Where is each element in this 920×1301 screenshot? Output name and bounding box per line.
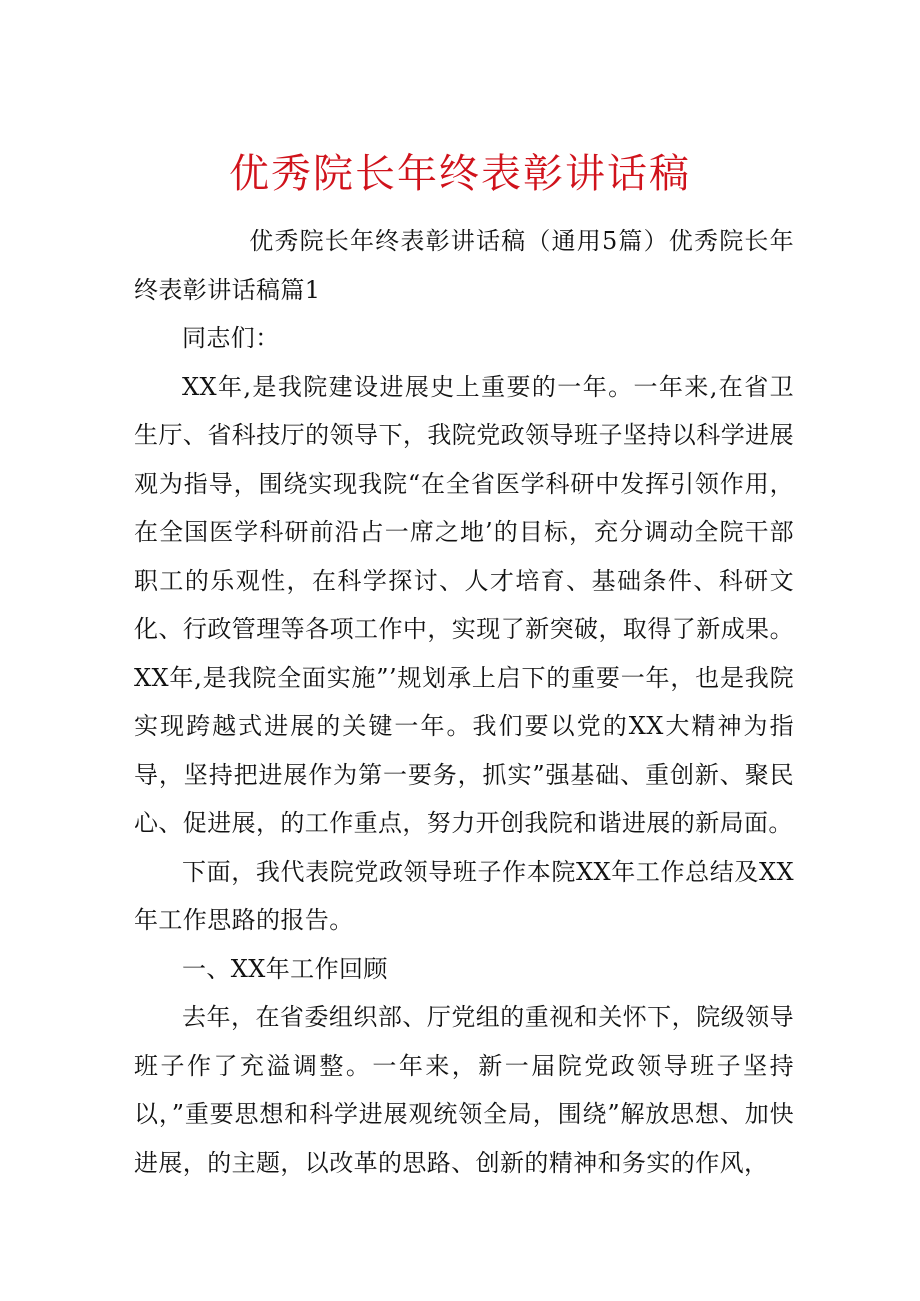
intro-paragraph: 优秀院长年终表彰讲话稿（通用5篇）优秀院长年终表彰讲话稿篇1 bbox=[134, 227, 794, 304]
body-paragraph: XX年,是我院建设进展史上重要的一年。一年来,在省卫生厅、省科技厅的领导下，我院党政领导班子坚持以科学进展观为指导，围绕实现我院“在全省医学科研中发挥引领作用，在全国医学科研前沿占一席之地’的目标，充分调动全院干部职工的乐观性，在科学探讨、人才培育、基础条件、科研文化、行政管理等各项工作中，实现了新突破，取得了新成果。XX年,是我院全面实施”’规划承上启下的重要一年，也是我院实现跨越式进展的关键一年。我们要以党的XX大精神为指导，坚持把进展作为第一要务，抓实”强基础、重创新、聚民心、促进展，的工作重点，努力开创我院和谐进展的新局面。 bbox=[134, 372, 794, 837]
section-heading: 一、XX年工作回顾 bbox=[182, 954, 388, 983]
document-body bbox=[134, 217, 794, 1187]
document-title: 优秀院长年终表彰讲话稿 bbox=[229, 151, 691, 197]
body-paragraph: 下面，我代表院党政领导班子作本院XX年工作总结及XX年工作思路的报告。 bbox=[134, 857, 794, 934]
salutation-paragraph: 同志们： bbox=[182, 324, 280, 352]
body-paragraph: 去年，在省委组织部、厅党组的重视和关怀下，院级领导班子作了充溢调整。一年来，新一届院党政领导班子坚持以，”重要思想和科学进展观统领全局，围绕”解放思想、加快进展，的主题，以改革的思路、创新的精神和务实的作风， bbox=[134, 1003, 794, 1177]
